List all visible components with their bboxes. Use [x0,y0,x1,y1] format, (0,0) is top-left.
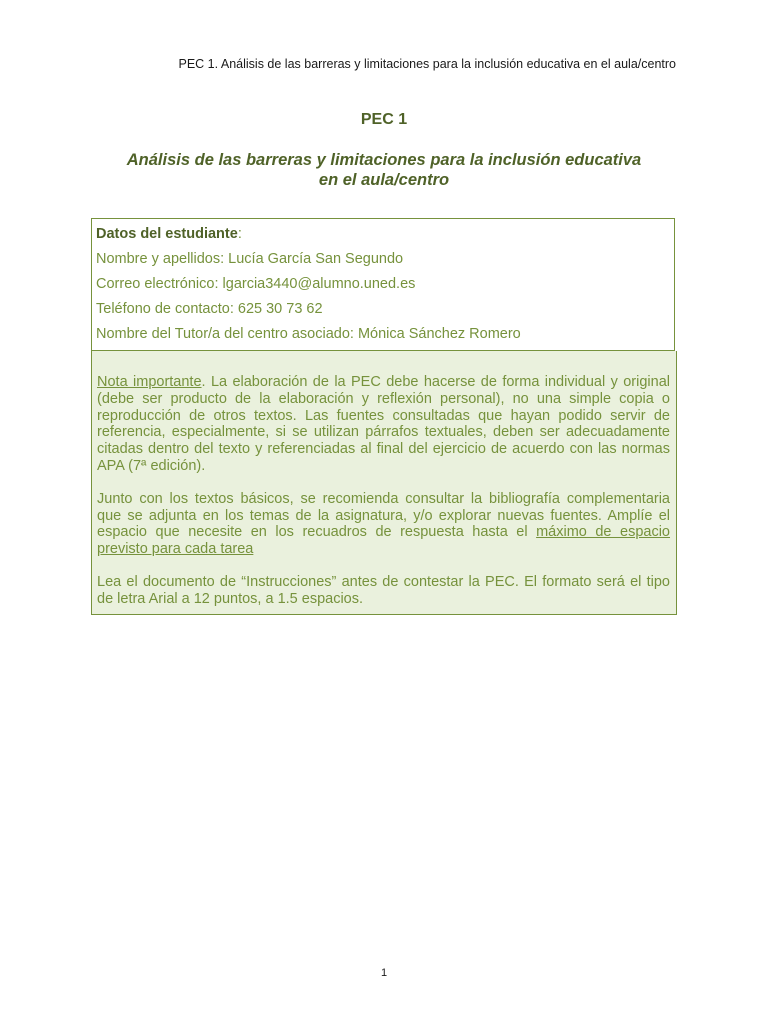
heading-colon: : [237,226,242,242]
student-data-heading: Datos del estudiante [96,226,238,242]
note-paragraph-1 [97,374,670,475]
student-data-heading-line [96,222,670,247]
note-text-1: . La elaboración de la PEC debe hacerse de forma individual y original (debe ser producto de la elaboración y reflexión personal), no una simple copia o reproducción de otros textos. Las fuentes consultadas que hayan podido servir de referencia, especialmente, si se utilizan párrafos textuales, deben ser adecuadamente citadas dentro del texto y referenciadas al final del ejercicio de acuerdo con las normas APA (7ª edición). [97,374,670,474]
document-title: PEC 1 [360,111,408,128]
running-header: PEC 1. Análisis de las barreras y limitaciones para la inclusión educativa en el aula/centro [178,57,676,71]
student-name: Nombre y apellidos: Lucía García San Segundo [96,251,404,267]
document-subtitle [92,150,676,190]
subtitle-line-2: en el aula/centro [318,171,450,189]
note-underlined-text: máximo de espacio previsto para cada tarea [97,524,670,558]
note-paragraph-3: Lea el documento de “Instrucciones” antes de contestar la PEC. El formato será el tipo de letra Arial a 12 puntos, a 1.5 espacios. [97,573,670,607]
student-data-box [91,218,675,351]
student-email: Correo electrónico: lgarcia3440@alumno.uned.es [96,276,416,292]
student-tutor: Nombre del Tutor/a del centro asociado: Mónica Sánchez Romero [96,326,521,342]
page-number: 1 [380,967,388,979]
subtitle-line-1: Análisis de las barreras y limitaciones para la inclusión educativa [126,151,642,169]
note-paragraph-2 [97,491,670,558]
note-label: Nota importante [97,374,202,390]
important-note-box [91,351,677,615]
student-phone: Teléfono de contacto: 625 30 73 62 [96,301,323,317]
note-text-2: Junto con los textos básicos, se recomienda consultar la bibliografía complementaria que se adjunta en los temas de la asignatura, y/o explorar nuevas fuentes. Amplíe el espacio que necesite en los recuadros de respuesta hasta el [97,490,670,541]
